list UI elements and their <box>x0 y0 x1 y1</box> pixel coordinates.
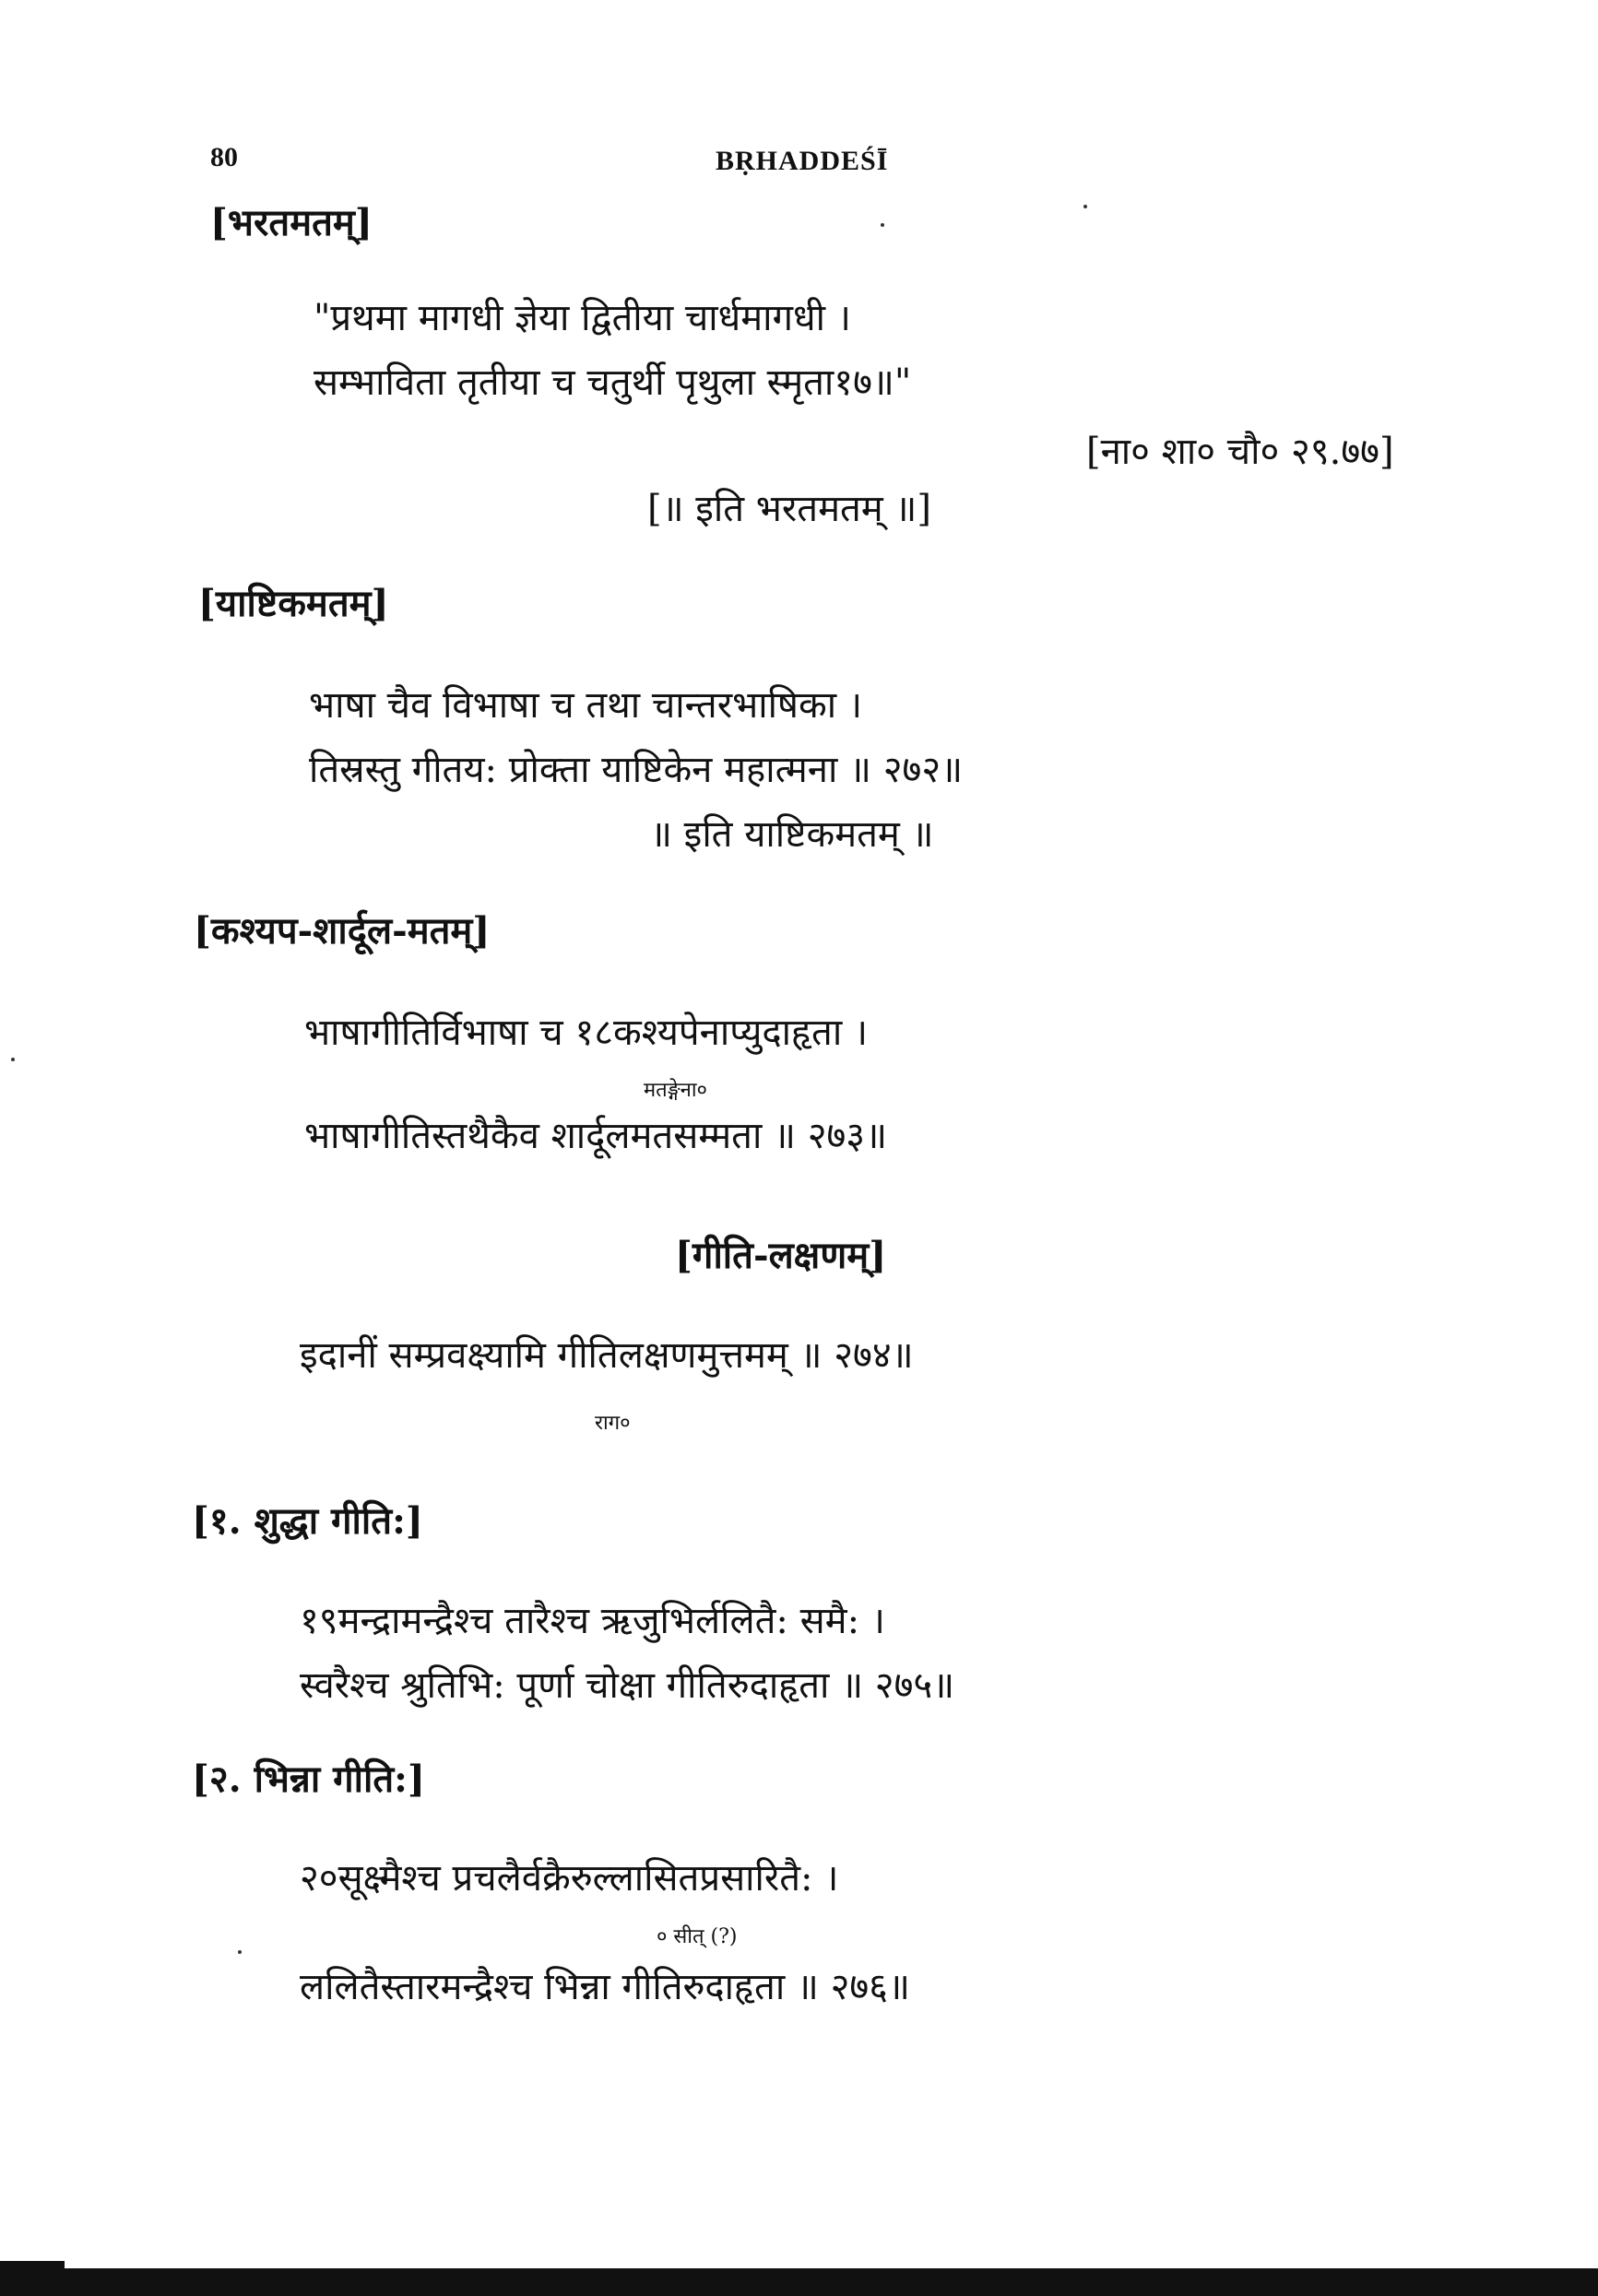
section-heading-bhinna: [२. भिन्ना गीति:] <box>192 1758 425 1801</box>
verse-line: ललितैस्तारमन्द्रैश्च भिन्ना गीतिरुदाहृता ॥ २७६॥ <box>300 1966 910 2008</box>
verse-line: भाषागीतिर्विभाषा च १८कश्यपेनाप्युदाहृता । <box>304 1012 869 1054</box>
verse-line: भाषा चैव विभाषा च तथा चान्तरभाषिका । <box>309 684 863 727</box>
verse-line: तिस्रस्तु गीतय: प्रोक्ता याष्टिकेन महात्मना ॥ २७२॥ <box>309 749 964 791</box>
scan-edge <box>0 2261 65 2268</box>
section-heading-kashyapa: [कश्यप-शार्दूल-मतम्] <box>194 909 491 953</box>
section-heading-bharata: [भरतमतम्] <box>210 201 373 244</box>
verse-line: स्वरैश्च श्रुतिभि: पूर्णा चोक्षा गीतिरुदाहृता ॥ २७५॥ <box>300 1664 955 1707</box>
footnote-variant: मतङ्गेना० <box>644 1079 707 1102</box>
section-heading-yashtika: [याष्टिकमतम्] <box>198 582 389 625</box>
running-title: BṚHADDEŚĪ <box>716 146 889 176</box>
scan-speck <box>11 1058 15 1061</box>
scan-bottom-border <box>0 2268 1598 2296</box>
verse-line: इदानीं सम्प्रवक्ष्यामि गीतिलक्षणमुत्तमम् ॥ २७४॥ <box>300 1334 914 1377</box>
section-heading-shuddha: [१. शुद्धा गीति:] <box>192 1499 423 1543</box>
verse-line: सम्भाविता तृतीया च चतुर्थी पृथुला स्मृता१७॥" <box>314 361 912 404</box>
verse-line: २०सूक्ष्मैश्च प्रचलैर्वक्रैरुल्लासितप्रसारितै: । <box>300 1857 839 1900</box>
scan-speck <box>1083 205 1087 208</box>
section-heading-giti-lakshana: [गीति-लक्षणम्] <box>675 1234 887 1277</box>
scan-speck <box>238 1950 242 1954</box>
footnote-variant: राग० <box>595 1412 631 1435</box>
scan-speck <box>881 223 884 227</box>
page-number: 80 <box>210 142 238 172</box>
section-closing: [॥ इति भरतमतम् ॥] <box>647 488 931 530</box>
section-closing: ॥ इति याष्टिकमतम् ॥ <box>650 813 934 856</box>
footnote-variant: ० सीत् (?) <box>657 1925 738 1948</box>
verse-line: "प्रथमा मागधी ज्ञेया द्वितीया चार्धमागधी । <box>314 297 851 339</box>
verse-line: १९मन्द्रामन्द्रैश्च तारैश्च ऋजुभिर्ललितै: समै: । <box>300 1600 885 1642</box>
verse-line: भाषागीतिस्तथैकैव शार्दूलमतसम्मता ॥ २७३॥ <box>304 1115 888 1157</box>
citation-reference: [ना० शा० चौ० २९.७७] <box>1086 431 1394 473</box>
